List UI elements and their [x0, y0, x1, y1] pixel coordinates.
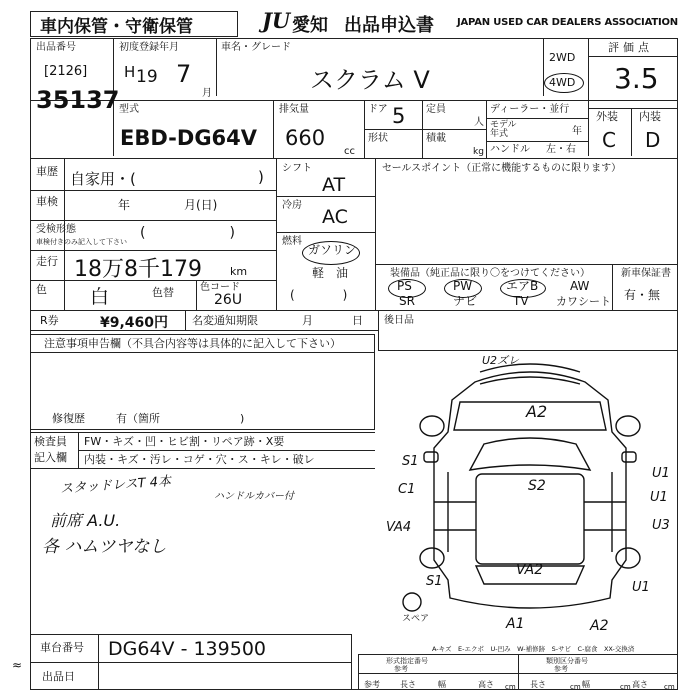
equipment-item: PS	[397, 279, 412, 293]
color-value: 白	[90, 286, 110, 308]
wheel-front-right	[616, 416, 640, 436]
equipment-item: SR	[399, 294, 415, 308]
mileage-value: 18万8千179	[74, 257, 202, 282]
mileage-label: 走行	[36, 255, 58, 268]
inspector-label-1: 検査員	[34, 435, 67, 448]
equipment-item: AW	[570, 279, 590, 293]
auction-date-label: 出品日	[42, 670, 75, 683]
damage-mark: U3	[652, 518, 670, 533]
front-bumper	[480, 377, 580, 384]
mirror-left	[424, 452, 438, 462]
width-right: 幅	[582, 680, 590, 689]
drive-4wd: 4WD	[549, 76, 576, 89]
dealer-label: ディーラー・並行	[490, 104, 570, 115]
damage-mark: S1	[402, 454, 419, 469]
shift-label: シフト	[282, 163, 312, 174]
damage-mark: S1	[426, 574, 443, 589]
chassis-number: DG64V - 139500	[108, 638, 266, 660]
lot-number: 35137	[36, 86, 120, 114]
doors-label: ドア	[368, 104, 388, 115]
history-value: 自家用・(	[70, 170, 136, 188]
rating-label: 評価点	[608, 41, 653, 54]
fuel-label: 燃料	[282, 236, 302, 247]
lot-sub-number: [2126]	[44, 64, 88, 79]
model-year-label: モデル年式	[490, 120, 517, 139]
handwritten-note-3: 前席 A.U.	[50, 511, 121, 530]
interior-label: 内装	[639, 110, 661, 123]
inspection-year: 年	[118, 198, 131, 212]
length-left: 長さ	[400, 680, 416, 689]
history-close: )	[258, 168, 264, 186]
handwritten-note-2: ハンドルカバー付	[214, 491, 294, 502]
displacement-value: 660	[285, 126, 326, 150]
form-spec-ref: 参考	[394, 665, 408, 673]
doors-value: 5	[392, 104, 406, 128]
registration-era: H	[124, 63, 136, 81]
spare-label: スペア	[402, 614, 430, 624]
recycle-label: R券	[40, 314, 59, 327]
height-left: 高さ	[478, 680, 494, 689]
repair-close: )	[240, 412, 245, 425]
handwritten-note-4: 各 ハムツヤなし	[42, 537, 167, 557]
footer-mark: ≈	[12, 658, 23, 672]
cm-right-3: cm	[664, 683, 675, 691]
capacity-unit: 人	[474, 117, 484, 128]
damage-legend: A-キズ E-エクボ U-凹み W-補修跡 S-サビ C-腐食 XX-交換済	[432, 645, 635, 653]
registration-label: 初度登録年月	[119, 42, 179, 53]
inspector-row-2: 内装・キズ・汚レ・コゲ・穴・ス・キレ・破レ	[84, 453, 315, 466]
registration-month: 7	[176, 60, 192, 88]
fuel-diesel: 軽 油	[312, 266, 349, 280]
damage-mark: VA2	[516, 562, 544, 578]
recycle-amount: ¥9,460円	[100, 315, 169, 331]
fuel-other: ( )	[290, 288, 348, 302]
ref-left: 参考	[364, 680, 380, 689]
class-ref: 参考	[554, 665, 568, 673]
drive-2wd: 2WD	[549, 51, 576, 64]
car-damage-diagram	[380, 352, 678, 638]
lot-label: 出品番号	[36, 42, 76, 53]
document-title: 出品申込書	[344, 15, 434, 36]
equipment-item: TV	[513, 294, 529, 308]
width-left: 幅	[438, 680, 446, 689]
interior-grade: D	[645, 128, 661, 152]
load-label: 積載	[426, 133, 446, 144]
displacement-unit: cc	[344, 146, 355, 157]
equipment-item: ナビ	[453, 294, 478, 308]
acceptance-note: 車検付きのみ記入して下さい	[36, 238, 127, 246]
damage-mark: A2	[526, 402, 548, 421]
exterior-label: 外装	[596, 110, 618, 123]
registration-month-unit: 月	[202, 88, 212, 99]
handwritten-note-1: スタッドレスT 4本	[59, 474, 172, 497]
displacement-label: 排気量	[279, 104, 309, 115]
mileage-unit: km	[230, 265, 248, 278]
storage-tag-text: 車内保管・守衛保管	[40, 17, 193, 37]
english-title: JAPAN USED CAR DEALERS ASSOCIATION	[457, 17, 678, 28]
equipment-label: 装備品（純正品に限り〇をつけてください）	[390, 268, 590, 279]
damage-mark: A1	[506, 616, 525, 632]
ac-label: 冷房	[282, 200, 302, 211]
equipment-item: エアB	[506, 279, 539, 293]
history-label: 車歴	[36, 165, 58, 178]
cm-right-1: cm	[570, 683, 581, 691]
form-spec-label: 形式指定番号	[386, 657, 428, 665]
class-label: 類別区分番号	[546, 657, 588, 665]
acceptance-paren: ( )	[140, 225, 235, 241]
inspector-row-1: FW・キズ・凹・ヒビ割・リペア跡・X要	[84, 435, 285, 448]
shape-label: 形状	[368, 133, 388, 144]
name-change-month: 月	[302, 314, 313, 327]
windshield	[470, 438, 590, 470]
name-change-day: 日	[352, 314, 363, 327]
ju-logo: JU	[262, 8, 291, 33]
post-date-label: 後日品	[384, 315, 414, 326]
model-value: EBD-DG64V	[120, 126, 258, 150]
color-change-label: 色替	[152, 286, 174, 299]
handle-label: ハンドル	[490, 144, 530, 155]
inspection-label: 車検	[36, 195, 58, 208]
length-right: 長さ	[530, 680, 546, 689]
color-label: 色	[36, 283, 47, 296]
notes-label: 注意事項申告欄（不具合内容等は具体的に記入して下さい）	[44, 337, 341, 350]
damage-mark: U1	[650, 490, 668, 505]
wheel-rear-left	[420, 548, 444, 568]
equipment-grid	[378, 280, 610, 310]
shift-value: AT	[322, 174, 346, 196]
brand-name: 愛知	[292, 15, 328, 36]
equipment-item: カワシート	[556, 295, 611, 308]
vehicle-name: スクラム V	[310, 66, 430, 94]
model-year-unit: 年	[572, 126, 582, 137]
registration-year: 19	[136, 67, 158, 87]
model-label: 型式	[119, 104, 139, 115]
fuel-gas: ガソリン	[308, 243, 357, 257]
inspection-month-day: 月(日)	[184, 198, 218, 212]
damage-mark: U2ズレ	[482, 354, 520, 367]
inspector-label-2: 記入欄	[34, 451, 67, 464]
warranty-options: 有・無	[624, 288, 661, 302]
sales-point-label: セールスポイント（正常に機能するものに限ります）	[382, 163, 622, 174]
vehicle-name-label: 車名・グレード	[221, 42, 291, 53]
damage-mark: U1	[632, 580, 650, 595]
wheel-rear-right	[616, 548, 640, 568]
ac-value: AC	[322, 206, 348, 228]
equipment-item: PW	[453, 279, 473, 293]
handle-options: 左・右	[546, 144, 576, 155]
acceptance-label: 受検形態	[36, 224, 76, 235]
chassis-label: 車台番号	[40, 641, 84, 654]
cm-right-2: cm	[620, 683, 631, 691]
spare-tire-icon	[403, 593, 421, 611]
rating-score: 3.5	[614, 62, 659, 95]
damage-mark: U1	[652, 466, 670, 481]
wheel-front-left	[420, 416, 444, 436]
mirror-right	[622, 452, 636, 462]
damage-mark: C1	[398, 482, 416, 497]
color-code-label: 色コード	[200, 282, 240, 293]
damage-mark: VA4	[386, 520, 412, 535]
load-unit: kg	[473, 147, 484, 157]
cm-left: cm	[505, 683, 516, 691]
color-code: 26U	[214, 292, 243, 308]
repair-label: 修復歴	[52, 412, 85, 425]
height-right: 高さ	[632, 680, 648, 689]
warranty-label: 新車保証書	[621, 268, 671, 279]
damage-mark: A2	[590, 618, 609, 634]
name-change-label: 名変通知期限	[192, 314, 258, 327]
capacity-label: 定員	[426, 104, 446, 115]
repair-value: 有（箇所	[116, 412, 160, 425]
damage-mark: S2	[528, 478, 546, 494]
exterior-grade: C	[602, 128, 616, 152]
